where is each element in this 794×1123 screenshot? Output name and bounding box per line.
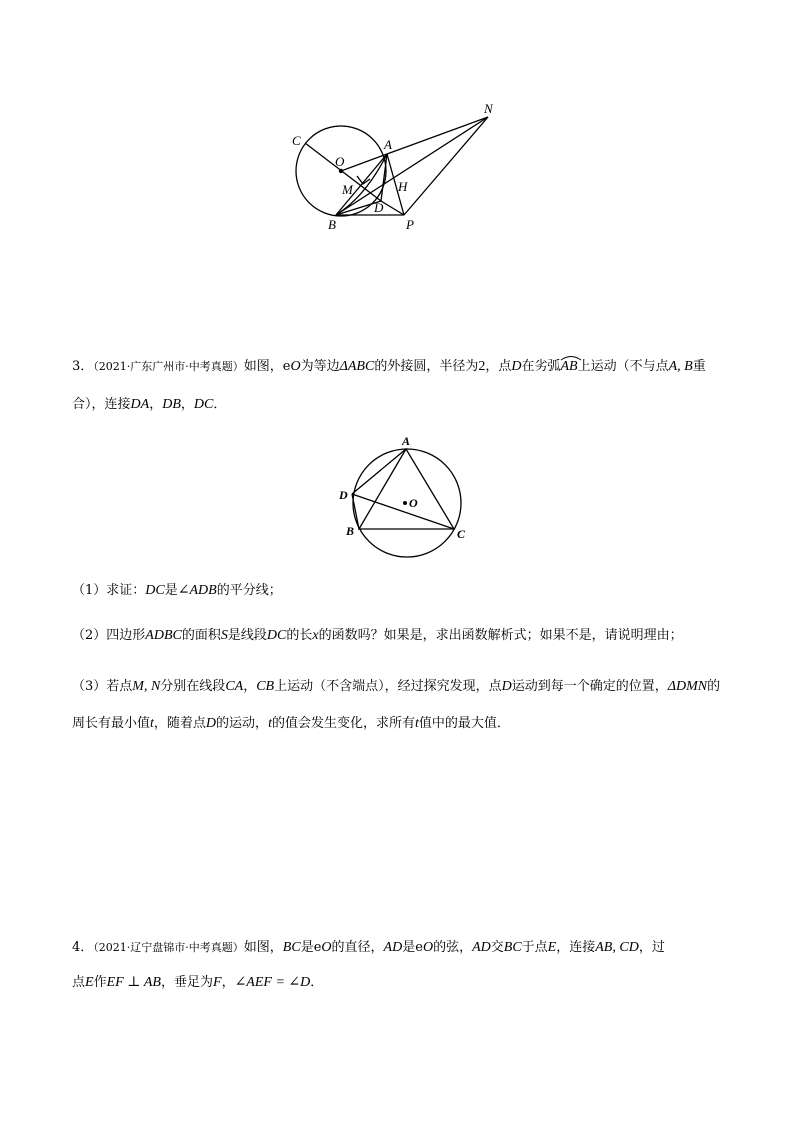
center-o-dot [403, 501, 407, 505]
q3-math-dc: DC [145, 583, 165, 598]
q3-text: ， [149, 397, 163, 412]
q3-math-d: D [205, 716, 217, 731]
label-n: N [484, 101, 493, 116]
q3-text: ， [180, 397, 194, 412]
q3-math-t: t [150, 716, 154, 731]
q3-math-mn: M, N [132, 679, 161, 694]
figure-2-svg [335, 430, 475, 560]
label-d: D [374, 200, 384, 215]
q3-math-o: O [290, 359, 301, 374]
circle-symbol: e [415, 940, 423, 955]
q3-text: 的运动， [216, 716, 269, 731]
q3-text: 上运动（不含端点），经过探究发现，点 [274, 679, 502, 694]
figure-1-svg [280, 95, 510, 240]
label-b: B [328, 217, 336, 232]
q3-sub-1 [72, 581, 732, 601]
q4-math-angle-eq: ∠AEF = ∠D [234, 975, 311, 990]
q4-text: 作 [93, 975, 107, 990]
circle-symbol: e [282, 359, 291, 374]
q4-math-e: E [547, 940, 557, 955]
q3-text: 若点 [106, 679, 133, 694]
q4-math-ad: AD [383, 940, 403, 955]
q3-text: 为等边 [300, 359, 340, 374]
q3-text: 四边形 [106, 628, 146, 643]
q4-text: 如图， [243, 940, 283, 955]
q3-text: 是线段 [227, 628, 267, 643]
q3-text: 求证： [106, 583, 146, 598]
q3-text: 是 [164, 583, 178, 598]
q3-sub-3-line-1 [72, 677, 732, 697]
q4-text: ． [310, 975, 324, 990]
q4-perp-symbol: ⊥ [123, 975, 144, 990]
label-a: A [402, 434, 411, 448]
q3-arc-ab [560, 357, 577, 377]
q3-sub-3-line-2 [72, 714, 732, 734]
q3-math-s: S [220, 628, 228, 643]
q4-text: 是 [402, 940, 416, 955]
q4-text: ，过 [638, 940, 665, 955]
q3-text: 的 [707, 679, 721, 694]
q3-text: 的长 [286, 628, 313, 643]
q3-math-t: t [268, 716, 272, 731]
q3-sub-1-number: （1） [72, 583, 107, 598]
q3-math-db: DB [162, 397, 181, 412]
q4-line-2 [72, 973, 732, 993]
q3-math-ab: A, B [668, 359, 693, 374]
q3-text: 在劣弧 [521, 359, 561, 374]
q4-text: 交 [490, 940, 504, 955]
q3-math-quad: ADBC [145, 628, 182, 643]
q3-math-dc: DC [266, 628, 287, 643]
q3-sub-2-number: （2） [72, 628, 107, 643]
q3-sub-3-number: （3） [72, 679, 107, 694]
q3-math-da: DA [130, 397, 150, 412]
center-o-dot [339, 169, 343, 173]
label-h: H [398, 179, 408, 194]
figure-1 [280, 95, 510, 240]
q4-text: 的弦， [433, 940, 473, 955]
q4-math-o: O [422, 940, 434, 955]
q3-line-2 [72, 395, 732, 415]
q3-text: 周长有最小值 [72, 716, 151, 731]
q3-math-x: x [312, 628, 319, 643]
q4-math-e: E [85, 975, 94, 990]
q3-radius: 2 [478, 359, 486, 374]
label-p: P [406, 217, 414, 232]
figure-2 [335, 430, 475, 560]
q4-source: （2021·辽宁盘锦市·中考真题） [93, 941, 244, 954]
q3-text: 运动到每一个确定的位置， [511, 679, 668, 694]
q3-math-triangle: ΔDMN [667, 679, 708, 694]
q4-number: 4． [72, 940, 94, 955]
q3-text: 合），连接 [72, 397, 131, 412]
q4-text: ， [221, 975, 235, 990]
label-b: B [346, 524, 355, 538]
q4-math-bc: BC [282, 940, 301, 955]
q3-text: 的函数吗？如果是，求出函数解析式；如果不是，请说明理由； [318, 628, 683, 643]
segment-da [352, 449, 406, 494]
q4-text: 的直径， [331, 940, 384, 955]
q4-math-o: O [321, 940, 332, 955]
q3-math-cb: CB [256, 679, 275, 694]
q3-text: ，点 [485, 359, 512, 374]
q3-text: 值中的最大值． [418, 716, 510, 731]
label-o: O [335, 154, 345, 169]
q3-text: 的值会发生变化，求所有 [271, 716, 415, 731]
arc-mark-icon [560, 355, 582, 361]
q3-text: 重 [692, 359, 706, 374]
q3-math-ca: CA [225, 679, 244, 694]
q3-text: 的外接圆，半径为 [374, 359, 479, 374]
q3-math-angle: ∠ADB [177, 583, 217, 598]
q4-text: 是 [300, 940, 314, 955]
q3-math-t: t [414, 716, 419, 731]
q3-math-d: D [511, 359, 522, 374]
segment-bn [336, 117, 488, 215]
q3-arc-label: AB [560, 359, 578, 374]
segment-dc [352, 494, 454, 529]
q3-math-dc: DC [193, 397, 214, 412]
label-c: C [457, 527, 466, 541]
q4-text: 于点 [521, 940, 548, 955]
q4-math-ef: EF [106, 975, 124, 990]
q4-math-ab: AB [143, 975, 161, 990]
label-d: D [339, 488, 348, 502]
q4-text: ，连接 [556, 940, 596, 955]
q4-math-f: F [213, 975, 222, 990]
q4-math-bc: BC [503, 940, 522, 955]
q3-line-1 [72, 357, 732, 377]
q3-sub-2 [72, 626, 732, 646]
q3-math-d: D [501, 679, 512, 694]
label-a: A [384, 137, 392, 152]
q4-math-ad: AD [472, 940, 491, 955]
q3-math-triangle: ΔABC [339, 359, 375, 374]
label-o: O [409, 496, 418, 510]
q3-number: 3． [72, 359, 94, 374]
label-c: C [292, 133, 301, 148]
q3-text: ． [213, 397, 227, 412]
q3-text: ，随着点 [153, 716, 206, 731]
q3-text: 上运动（不与点 [577, 359, 669, 374]
q4-math-ab-cd: AB, CD [595, 940, 639, 955]
q3-text: ， [243, 679, 257, 694]
q3-text: 分别在线段 [160, 679, 226, 694]
q4-line-1 [72, 938, 732, 958]
circle-symbol: e [313, 940, 322, 955]
q4-text: 点 [72, 975, 86, 990]
q3-text: 的平分线； [216, 583, 282, 598]
q3-text: 的面积 [181, 628, 221, 643]
q4-text: ，垂足为 [160, 975, 213, 990]
label-m: M [342, 182, 353, 197]
q3-text: 如图， [243, 359, 283, 374]
q3-source: （2021·广东广州市·中考真题） [93, 360, 244, 373]
